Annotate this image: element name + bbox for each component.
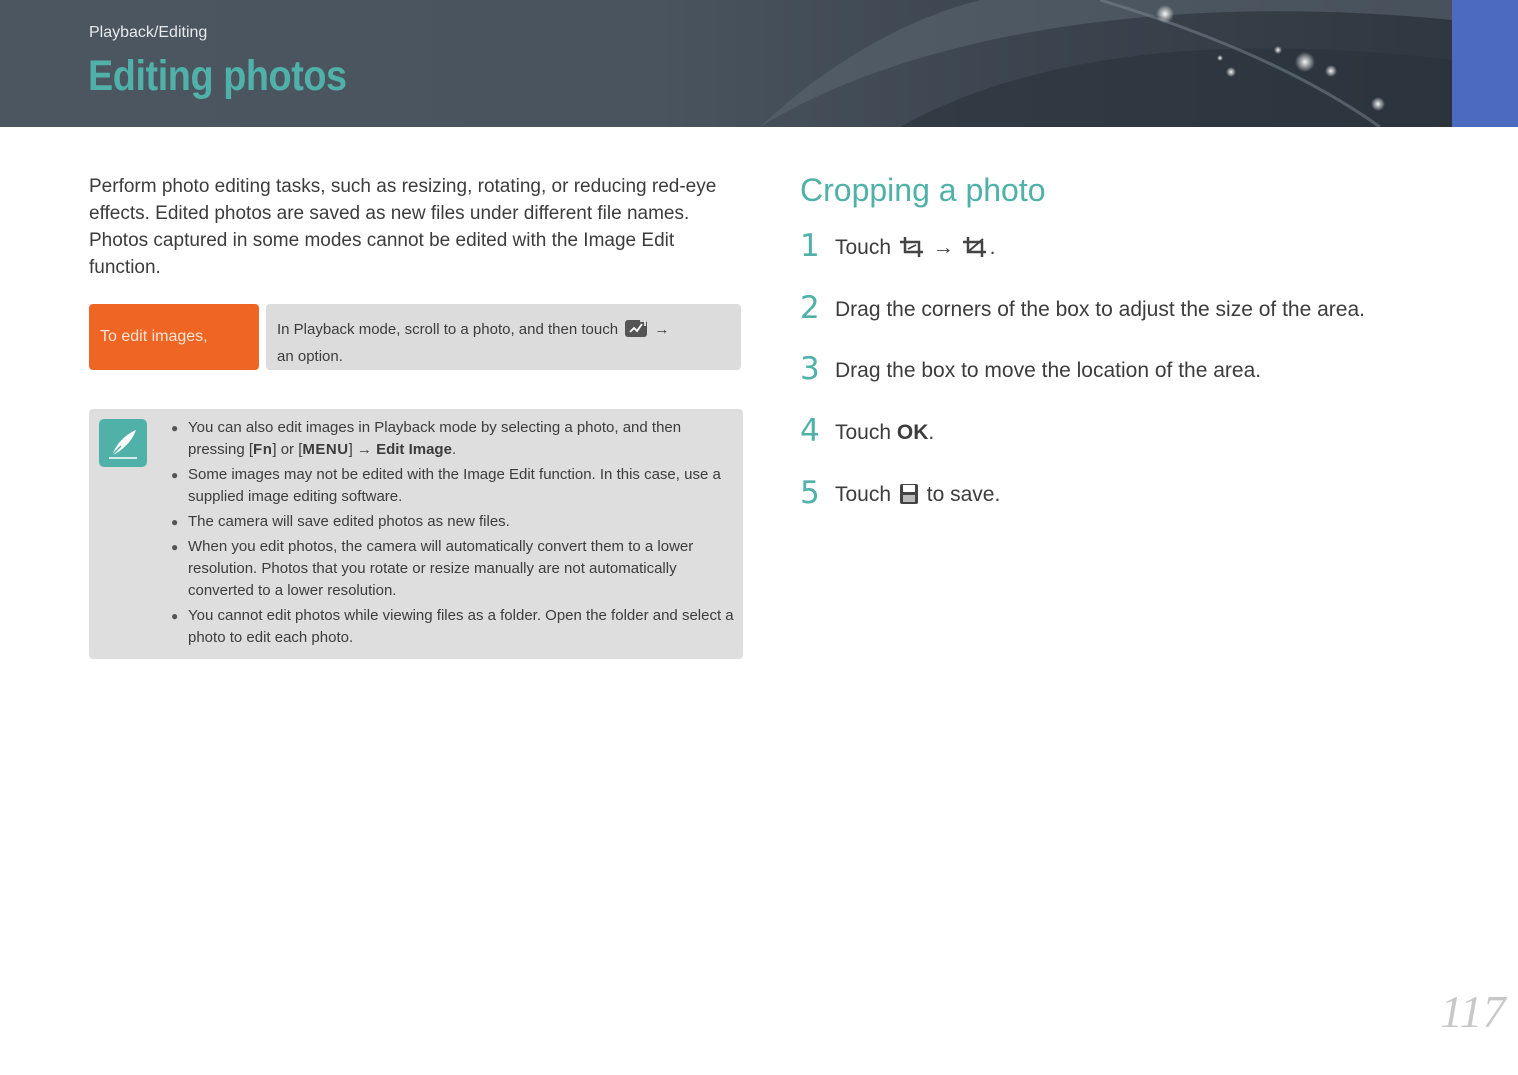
list-item: ● You can also edit images in Playback mode by selecting a photo, and then pressing [Fn] or [MENU] → Edit Image. (171, 419, 682, 458)
fn-key-glyph: Fn (253, 441, 273, 458)
note-box (89, 409, 743, 659)
note-text: Some images may not be edited with the Image Edit function. In this case, use a supplied image editing software. (188, 466, 721, 505)
chapter-tab (1452, 0, 1518, 127)
step-text: Drag the corners of the box to adjust the size of the area. (835, 298, 1365, 321)
page-number: 117 (1440, 986, 1506, 1037)
note-text: ] → (348, 441, 372, 458)
step-text: Drag the box to move the location of the area. (835, 359, 1262, 382)
menu-path: Edit Image (376, 441, 452, 458)
step-number: 4 (800, 413, 820, 449)
procedure-text: In Playback mode, scroll to a photo, and then touch (277, 321, 619, 338)
pen-note-icon (99, 419, 147, 467)
intro-paragraph (89, 173, 749, 281)
breadcrumb: Playback/Editing (89, 24, 208, 41)
note-list (171, 417, 736, 652)
arrow: → (654, 321, 670, 338)
procedure-description (266, 304, 741, 370)
note-text: . (451, 441, 457, 458)
procedure-text: an option. (277, 348, 343, 365)
step-number: 3 (800, 351, 820, 387)
crop-icon (899, 236, 925, 264)
arrow: → (932, 236, 954, 259)
intro-line: Perform photo editing tasks, such as resizing, rotating, or reducing red-eye (89, 176, 717, 197)
intro-line: function. (89, 257, 161, 278)
intro-line: effects. Edited photos are saved as new files under different file names. (89, 203, 690, 224)
step-text: to save. (926, 483, 1001, 506)
list-item: ● Some images may not be edited with the Image Edit function. In this case, use a supplied image editing software. (171, 466, 721, 505)
step-number: 5 (800, 475, 820, 511)
note-text: pressing [ (188, 441, 254, 458)
note-text: The camera will save edited photos as new files. (188, 513, 510, 530)
list-item: ● The camera will save edited photos as new files. (171, 513, 510, 530)
step-number: 2 (800, 290, 820, 326)
list-item: ● You cannot edit photos while viewing files as a folder. Open the folder and select a photo to edit each photo. (171, 607, 734, 646)
step-text: . (928, 421, 935, 444)
ok-button-label: OK (896, 421, 929, 444)
menu-key-glyph: MENU (302, 441, 349, 458)
section-title: Cropping a photo (800, 172, 1046, 208)
intro-line: Photos captured in some modes cannot be edited with the Image Edit (89, 230, 675, 251)
step-text: Touch (835, 236, 892, 259)
edit-photo-icon (624, 318, 648, 345)
step-text: Touch (835, 421, 892, 444)
note-text: When you edit photos, the camera will automatically convert them to a lower resolution. Photos that you rotate or resize manually are not automatically converted to a lower resolution. (188, 538, 694, 599)
procedure-label: To edit images, (89, 304, 259, 370)
step-text: . (989, 236, 996, 259)
list-item: ● When you edit photos, the camera will automatically convert them to a lower resolution. Photos that you rotate or resize manually are not automatically converted to a lower resolution. (171, 538, 694, 599)
note-text: You can also edit images in Playback mode by selecting a photo, and then (188, 419, 682, 436)
save-icon (899, 483, 919, 511)
note-text: ] or [ (272, 441, 303, 458)
crop-free-icon (962, 236, 988, 264)
page-title: Editing photos (88, 52, 347, 100)
step-text: Touch (835, 483, 892, 506)
step-number: 1 (800, 228, 820, 264)
note-text: You cannot edit photos while viewing files as a folder. Open the folder and select a photo to edit each photo. (188, 607, 734, 646)
